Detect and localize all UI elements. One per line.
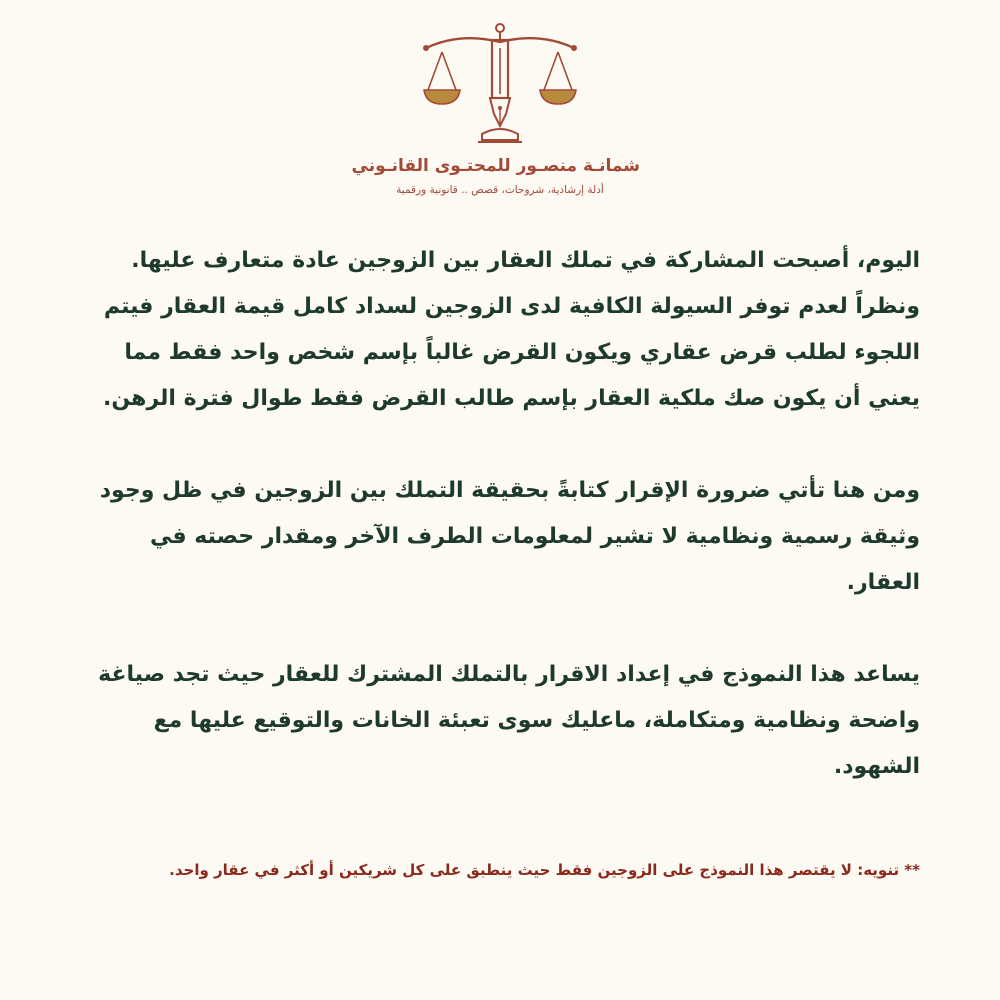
main-content xyxy=(88,238,920,790)
paragraph-template-help: يساعد هذا النموذج في إعداد الاقرار بالتملك المشترك للعقار حيث تجد صياغة واضحة ونظامية ومتكاملة، ماعليك سوى تعبئة الخانات والتوقيع عليها مع الشهود. xyxy=(98,662,920,779)
disclaimer-note: ** تنويه: لا يقتصر هذا النموذج على الزوجين فقط حيث ينطبق على كل شريكين أو أكثر في عقار واحد. xyxy=(169,861,920,879)
brand-tagline: أدلة إرشادية، شروحات، قصص .. قانونية ورقمية xyxy=(396,184,604,196)
paragraph-necessity: ومن هنا تأتي ضرورة الإقرار كتابةً بحقيقة التملك بين الزوجين في ظل وجود وثيقة رسمية ونظامية لا تشير لمعلومات الطرف الآخر ومقدار حصته في العقار. xyxy=(99,478,920,595)
brand-logo xyxy=(351,18,640,208)
paragraph-intro: اليوم، أصبحت المشاركة في تملك العقار بين الزوجين عادة متعارف عليها. ونظراً لعدم توفر السيولة الكافية لدى الزوجين لسداد كامل قيمة العقار فيتم اللجوء لطلب قرض عقاري ويكون القرض غالباً بإسم شخص واحد فقط مما يعني أن يكون صك ملكية العقار بإسم طالب القرض فقط طوال فترة الرهن. xyxy=(103,248,920,411)
scales-of-justice-pen-icon xyxy=(420,18,580,148)
brand-name: شمانـة منصـور للمحتـوى القانـوني xyxy=(351,156,640,176)
